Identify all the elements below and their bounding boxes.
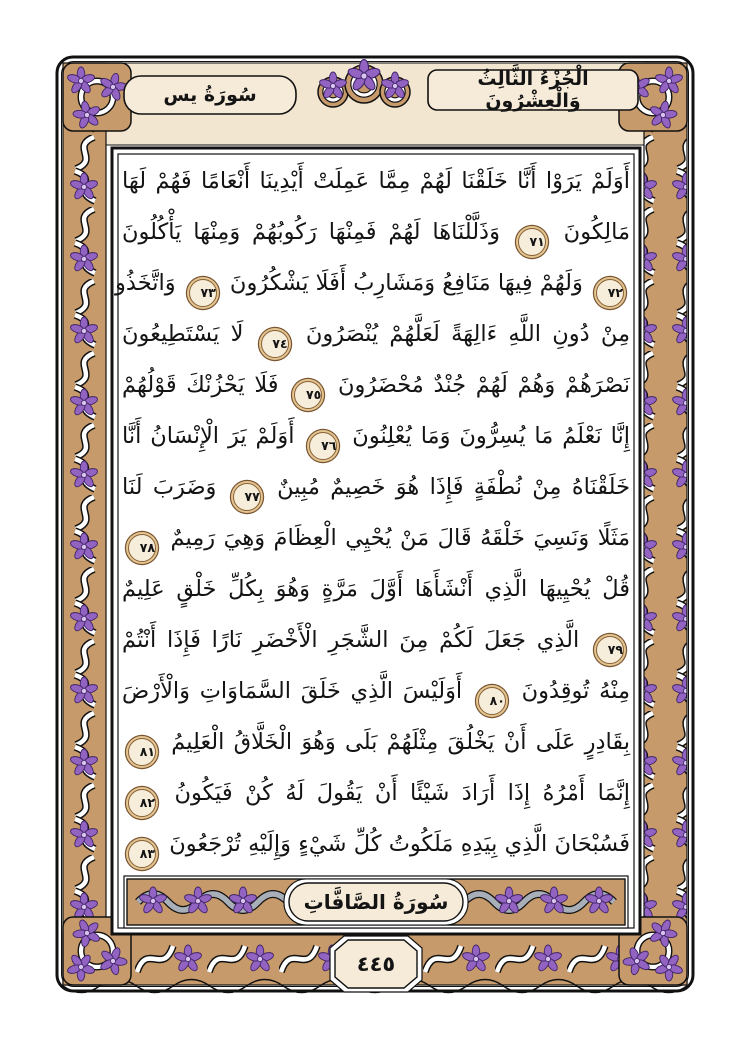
ayah-text: وَاتَّخَذُوا [108, 270, 176, 296]
quran-line [122, 820, 630, 871]
ayah-text: مَثَلًا وَنَسِيَ خَلْقَهُ قَالَ مَنْ يُحْيِي الْعِظَامَ وَهِيَ رَمِيمٌ [170, 525, 631, 551]
quran-line [122, 514, 630, 565]
ayah-marker: ٨٢ [128, 789, 156, 817]
ayah-text: إِنَّا نَعْلَمُ مَا يُسِرُّونَ وَمَا يُعْلِنُونَ [352, 423, 631, 449]
ayah-marker: ٧٧ [233, 483, 261, 511]
ayah-text: نَصْرَهُمْ وَهُمْ لَهُمْ جُنْدٌ مُحْضَرُونَ [337, 372, 630, 398]
ayah-text: لَا يَسْتَطِيعُونَ [122, 321, 244, 347]
ayah-marker: ٨١ [128, 738, 156, 766]
ayah-text: وَضَرَبَ لَنَا [122, 474, 217, 500]
quran-line [122, 412, 630, 463]
ayah-marker: ٧٥ [294, 381, 322, 409]
juz-title-header: الْجُزْءُ الثَّالِثُ وَالْعِشْرُونَ [477, 68, 589, 112]
ayah-text: وَلَهُمْ فِيهَا مَنَافِعُ وَمَشَارِبُ أَفَلَا يَشْكُرُونَ [229, 270, 583, 296]
quran-line [108, 259, 630, 310]
ayah-text: إِنَّمَا أَمْرُهُ إِذَا أَرَادَ شَيْئًا أَنْ يَقُولَ لَهُ كُنْ فَيَكُونُ [174, 780, 630, 806]
ayah-marker: ٧١ [518, 228, 546, 256]
ayah-marker: ٧٢ [596, 279, 624, 307]
quran-line [122, 310, 630, 361]
ayah-text: وَذَلَّلْنَاهَا لَهُمْ فَمِنْهَا رَكُوبُهُمْ وَمِنْهَا يَأْكُلُونَ [122, 219, 500, 245]
ayah-marker: ٨٠ [478, 687, 506, 715]
ayah-marker: ٧٤ [261, 330, 289, 358]
ayah-text: خَلَقْنَاهُ مِنْ نُطْفَةٍ فَإِذَا هُوَ خَصِيمٌ مُبِينٌ [277, 474, 630, 500]
quran-line [122, 718, 630, 769]
quran-line [122, 565, 630, 616]
ayah-text: مِنْهُ تُوقِدُونَ [521, 678, 630, 704]
ayah-text: بِقَادِرٍ عَلَى أَنْ يَخْلُقَ مِثْلَهُمْ بَلَى وَهُوَ الْخَلَّاقُ الْعَلِيمُ [171, 729, 630, 755]
ayah-marker: ٧٣ [189, 279, 217, 307]
ayah-text: فَسُبْحَانَ الَّذِي بِيَدِهِ مَلَكُوتُ كُلِّ شَيْءٍ وَإِلَيْهِ تُرْجَعُونَ [169, 831, 630, 857]
ayah-marker: ٧٩ [596, 636, 624, 664]
ayah-text: أَوَلَيْسَ الَّذِي خَلَقَ السَّمَاوَاتِ وَالْأَرْضَ [122, 678, 463, 704]
right-border-strip [644, 63, 687, 985]
ayah-text: مِنْ دُونِ اللَّهِ ءَالِهَةً لَعَلَّهُمْ يُنْصَرُونَ [305, 321, 630, 347]
left-border-strip [63, 63, 106, 985]
quran-line [122, 463, 630, 514]
next-surah-banner-title: سُورَةُ الصَّافَّاتِ [303, 890, 449, 914]
ayah-marker: ٧٦ [309, 432, 337, 460]
ayah-text: الَّذِي جَعَلَ لَكُمْ مِنَ الشَّجَرِ الْأَخْضَرِ نَارًا فَإِذَا أَنْتُمْ [122, 627, 580, 653]
quran-line [122, 208, 630, 259]
page-number: ٤٤٥ [356, 952, 396, 976]
ayah-marker: ٧٨ [128, 534, 156, 562]
ayah-text: فَلَا يَحْزُنْكَ قَوْلُهُمْ [122, 372, 279, 398]
ayah-text: مَالِكُونَ [563, 219, 631, 245]
ayah-marker: ٨٣ [128, 840, 156, 868]
quran-line [122, 769, 630, 820]
ayah-text: قُلْ يُحْيِيهَا الَّذِي أَنْشَأَهَا أَوَّلَ مَرَّةٍ وَهُوَ بِكُلِّ خَلْقٍ عَلِيمٌ [122, 576, 630, 602]
ayah-text: أَوَلَمْ يَرَ الْإِنْسَانُ أَنَّا [122, 423, 295, 449]
quran-line [122, 361, 630, 412]
ayah-text: أَوَلَمْ يَرَوْا أَنَّا خَلَقْنَا لَهُمْ مِمَّا عَمِلَتْ أَيْدِينَا أَنْعَامًا فَهُمْ لَهَا [122, 168, 630, 194]
surah-title-header: سُورَةُ يس [163, 84, 257, 106]
quran-line [122, 616, 630, 667]
quran-text-block [108, 157, 631, 871]
quran-line [122, 157, 630, 208]
quran-line [122, 667, 630, 718]
